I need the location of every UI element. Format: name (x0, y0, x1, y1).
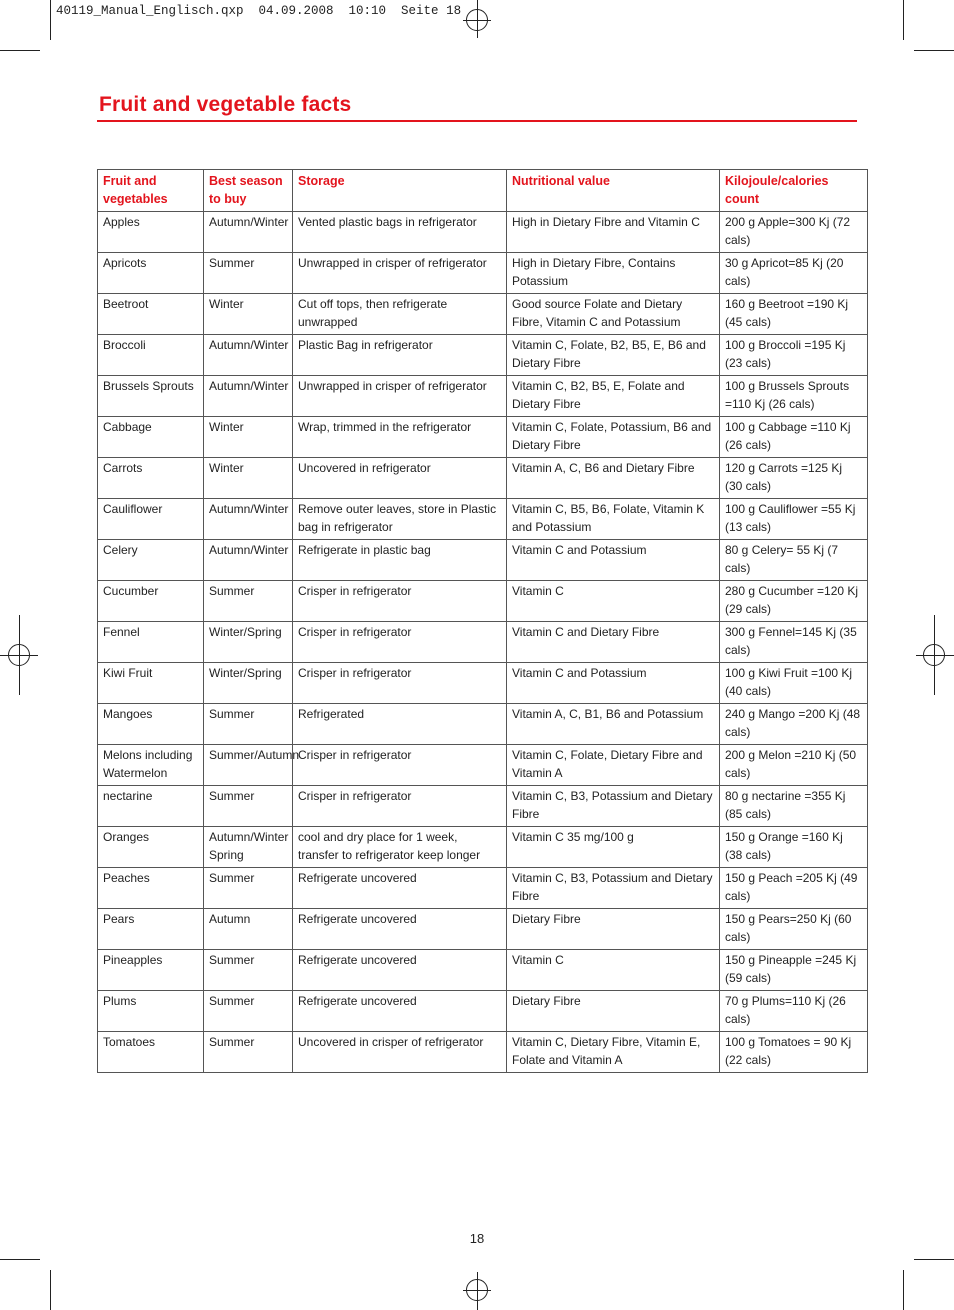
cell-fruit-name: Cucumber (98, 581, 204, 622)
cell-energy: 100 g Cauliflower =55 Kj (13 cals) (720, 499, 868, 540)
cell-storage: Crisper in refrigerator (293, 622, 507, 663)
cell-fruit-name: nectarine (98, 786, 204, 827)
cell-season: Autumn/Winter (204, 212, 293, 253)
cell-nutrition: High in Dietary Fibre and Vitamin C (507, 212, 720, 253)
fruit-vegetable-table (97, 169, 868, 1073)
crop-mark (914, 50, 954, 51)
cell-energy: 70 g Plums=110 Kj (26 cals) (720, 991, 868, 1032)
cell-fruit-name: Plums (98, 991, 204, 1032)
table-row (98, 253, 868, 294)
cell-fruit-name: Pineapples (98, 950, 204, 991)
cell-storage: Crisper in refrigerator (293, 745, 507, 786)
cell-storage: Crisper in refrigerator (293, 786, 507, 827)
cell-season: Autumn/Winter (204, 376, 293, 417)
cell-season: Winter (204, 458, 293, 499)
cell-nutrition: Vitamin C, B2, B5, E, Folate and Dietary Fibre (507, 376, 720, 417)
cell-energy: 120 g Carrots =125 Kj (30 cals) (720, 458, 868, 499)
cell-storage: cool and dry place for 1 week, transfer to refrigerator keep longer (293, 827, 507, 868)
cell-fruit-name: Beetroot (98, 294, 204, 335)
table-row (98, 458, 868, 499)
cell-energy: 150 g Pears=250 Kj (60 cals) (720, 909, 868, 950)
cell-energy: 80 g nectarine =355 Kj (85 cals) (720, 786, 868, 827)
cell-season: Summer (204, 868, 293, 909)
table-row (98, 827, 868, 868)
cell-season: Winter (204, 417, 293, 458)
cell-storage: Refrigerate uncovered (293, 868, 507, 909)
table-row (98, 745, 868, 786)
cell-nutrition: Vitamin C, Folate, Potassium, B6 and Dietary Fibre (507, 417, 720, 458)
table-row (98, 1032, 868, 1073)
cell-storage: Refrigerate in plastic bag (293, 540, 507, 581)
cell-storage: Remove outer leaves, store in Plastic bag in refrigerator (293, 499, 507, 540)
cell-fruit-name: Melons including Watermelon (98, 745, 204, 786)
page-number: 18 (469, 1231, 485, 1246)
table-row (98, 417, 868, 458)
crop-mark (0, 1259, 40, 1260)
cell-fruit-name: Tomatoes (98, 1032, 204, 1073)
cell-storage: Vented plastic bags in refrigerator (293, 212, 507, 253)
cell-nutrition: Vitamin C, Folate, B2, B5, E, B6 and Dietary Fibre (507, 335, 720, 376)
crop-mark (903, 0, 904, 40)
cell-storage: Refrigerate uncovered (293, 950, 507, 991)
cell-storage: Crisper in refrigerator (293, 663, 507, 704)
cell-season: Summer (204, 950, 293, 991)
cell-storage: Refrigerate uncovered (293, 909, 507, 950)
cell-storage: Refrigerate uncovered (293, 991, 507, 1032)
cell-nutrition: Vitamin C and Potassium (507, 540, 720, 581)
cell-season: Summer (204, 1032, 293, 1073)
cell-storage: Unwrapped in crisper of refrigerator (293, 376, 507, 417)
header-nutritional-value: Nutritional value (507, 170, 720, 212)
cell-nutrition: Vitamin C, Folate, Dietary Fibre and Vitamin A (507, 745, 720, 786)
crop-mark (50, 1270, 51, 1310)
header-best-season: Best season to buy (204, 170, 293, 212)
cell-energy: 300 g Fennel=145 Kj (35 cals) (720, 622, 868, 663)
cell-nutrition: Vitamin C and Dietary Fibre (507, 622, 720, 663)
cell-fruit-name: Mangoes (98, 704, 204, 745)
table-row (98, 335, 868, 376)
table-row (98, 909, 868, 950)
cell-storage: Crisper in refrigerator (293, 581, 507, 622)
cell-storage: Refrigerated (293, 704, 507, 745)
cell-fruit-name: Cabbage (98, 417, 204, 458)
cell-nutrition: Vitamin A, C, B1, B6 and Potassium (507, 704, 720, 745)
cell-storage: Cut off tops, then refrigerate unwrapped (293, 294, 507, 335)
cell-energy: 100 g Tomatoes = 90 Kj (22 cals) (720, 1032, 868, 1073)
table-row (98, 581, 868, 622)
cell-nutrition: Vitamin C (507, 581, 720, 622)
cell-nutrition: High in Dietary Fibre, Contains Potassium (507, 253, 720, 294)
cell-fruit-name: Oranges (98, 827, 204, 868)
table-row (98, 991, 868, 1032)
page-title: Fruit and vegetable facts (99, 93, 352, 116)
cell-storage: Plastic Bag in refrigerator (293, 335, 507, 376)
table-row (98, 499, 868, 540)
cell-energy: 100 g Cabbage =110 Kj (26 cals) (720, 417, 868, 458)
cell-storage: Unwrapped in crisper of refrigerator (293, 253, 507, 294)
cell-nutrition: Dietary Fibre (507, 909, 720, 950)
cell-nutrition: Vitamin C, Dietary Fibre, Vitamin E, Folate and Vitamin A (507, 1032, 720, 1073)
header-storage: Storage (293, 170, 507, 212)
crop-mark (50, 0, 51, 40)
cell-energy: 160 g Beetroot =190 Kj (45 cals) (720, 294, 868, 335)
cell-storage: Uncovered in crisper of refrigerator (293, 1032, 507, 1073)
cell-energy: 80 g Celery= 55 Kj (7 cals) (720, 540, 868, 581)
cell-fruit-name: Fennel (98, 622, 204, 663)
title-underline (97, 120, 857, 122)
cell-fruit-name: Cauliflower (98, 499, 204, 540)
cell-energy: 150 g Peach =205 Kj (49 cals) (720, 868, 868, 909)
cell-nutrition: Vitamin C, B3, Potassium and Dietary Fibre (507, 868, 720, 909)
cell-season: Summer (204, 991, 293, 1032)
table-row (98, 376, 868, 417)
table-row (98, 704, 868, 745)
cell-nutrition: Good source Folate and Dietary Fibre, Vitamin C and Potassium (507, 294, 720, 335)
cell-energy: 100 g Broccoli =195 Kj (23 cals) (720, 335, 868, 376)
cell-fruit-name: Apples (98, 212, 204, 253)
cell-nutrition: Vitamin A, C, B6 and Dietary Fibre (507, 458, 720, 499)
cell-fruit-name: Pears (98, 909, 204, 950)
cell-energy: 240 g Mango =200 Kj (48 cals) (720, 704, 868, 745)
table-row (98, 868, 868, 909)
cell-nutrition: Vitamin C and Potassium (507, 663, 720, 704)
cell-season: Autumn/Winter (204, 540, 293, 581)
table-row (98, 786, 868, 827)
cell-nutrition: Vitamin C (507, 950, 720, 991)
header-kilojoule-calories: Kilojoule/calories count (720, 170, 868, 212)
cell-nutrition: Vitamin C, B5, B6, Folate, Vitamin K and Potassium (507, 499, 720, 540)
cell-season: Autumn/Winter (204, 335, 293, 376)
table-row (98, 622, 868, 663)
table-row (98, 950, 868, 991)
cell-season: Winter/Spring (204, 622, 293, 663)
cell-nutrition: Vitamin C 35 mg/100 g (507, 827, 720, 868)
cell-energy: 30 g Apricot=85 Kj (20 cals) (720, 253, 868, 294)
table-body (98, 212, 868, 1073)
cell-season: Summer (204, 786, 293, 827)
header-fruit-and-vegetables: Fruit and vegetables (98, 170, 204, 212)
cell-season: Summer (204, 704, 293, 745)
table-row (98, 212, 868, 253)
cell-storage: Uncovered in refrigerator (293, 458, 507, 499)
print-slug: 40119_Manual_Englisch.qxp 04.09.2008 10:10 Seite 18 (56, 4, 462, 18)
cell-energy: 100 g Kiwi Fruit =100 Kj (40 cals) (720, 663, 868, 704)
cell-energy: 100 g Brussels Sprouts =110 Kj (26 cals) (720, 376, 868, 417)
cell-season: Winter (204, 294, 293, 335)
table-row (98, 663, 868, 704)
cell-season: Summer (204, 253, 293, 294)
cell-season: Summer/Autumn (204, 745, 293, 786)
cell-fruit-name: Broccoli (98, 335, 204, 376)
table-row (98, 294, 868, 335)
cell-fruit-name: Apricots (98, 253, 204, 294)
cell-fruit-name: Brussels Sprouts (98, 376, 204, 417)
cell-fruit-name: Kiwi Fruit (98, 663, 204, 704)
cell-energy: 200 g Melon =210 Kj (50 cals) (720, 745, 868, 786)
cell-storage: Wrap, trimmed in the refrigerator (293, 417, 507, 458)
cell-energy: 200 g Apple=300 Kj (72 cals) (720, 212, 868, 253)
table-header-row (98, 170, 868, 212)
cell-nutrition: Dietary Fibre (507, 991, 720, 1032)
cell-fruit-name: Carrots (98, 458, 204, 499)
cell-season: Autumn/Winter Spring (204, 827, 293, 868)
cell-nutrition: Vitamin C, B3, Potassium and Dietary Fibre (507, 786, 720, 827)
cell-season: Summer (204, 581, 293, 622)
cell-energy: 150 g Pineapple =245 Kj (59 cals) (720, 950, 868, 991)
crop-mark (914, 1259, 954, 1260)
cell-fruit-name: Celery (98, 540, 204, 581)
cell-season: Autumn/Winter (204, 499, 293, 540)
cell-fruit-name: Peaches (98, 868, 204, 909)
cell-season: Winter/Spring (204, 663, 293, 704)
cell-energy: 150 g Orange =160 Kj (38 cals) (720, 827, 868, 868)
table-row (98, 540, 868, 581)
cell-energy: 280 g Cucumber =120 Kj (29 cals) (720, 581, 868, 622)
crop-mark (903, 1270, 904, 1310)
cell-season: Autumn (204, 909, 293, 950)
crop-mark (0, 50, 40, 51)
